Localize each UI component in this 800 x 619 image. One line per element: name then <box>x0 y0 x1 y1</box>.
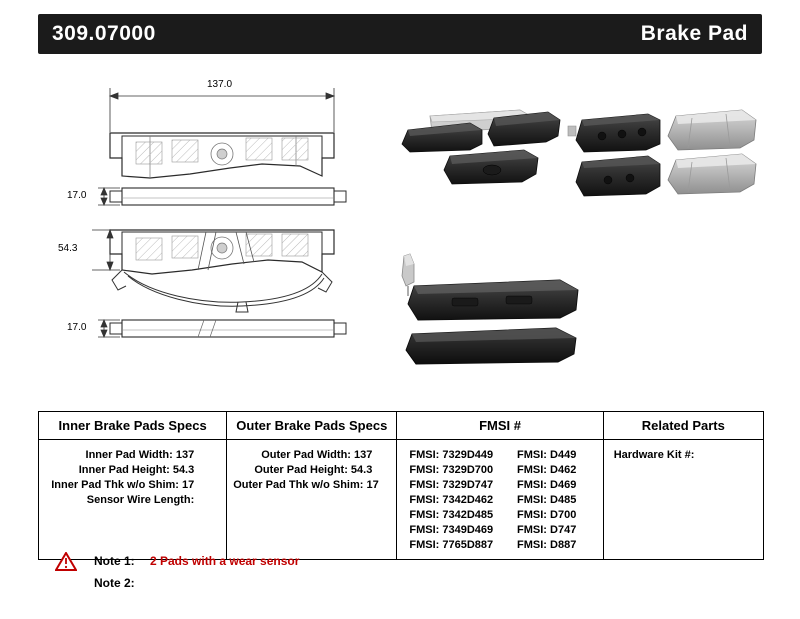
note-1-text: 2 Pads with a wear sensor <box>150 554 300 568</box>
fmsi-list-left <box>409 448 503 553</box>
hardware-kit-number: Hardware Kit #: <box>613 449 695 461</box>
column-header-inner-specs: Inner Brake Pads Specs <box>39 412 227 439</box>
fmsi-item: FMSI: 7342D485 <box>409 509 494 521</box>
note-row-1 <box>50 552 550 574</box>
outer-pad-width: Outer Pad Width: 137 <box>261 449 373 461</box>
pad-thickness-top-dimension-label: 17.0 <box>67 190 87 201</box>
pad-photo-with-sensor <box>402 254 578 364</box>
column-header-fmsi: FMSI # <box>397 412 603 439</box>
fmsi-item: FMSI: D485 <box>517 494 577 506</box>
brake-pad-drawings <box>0 58 800 398</box>
note-1-label: Note 1: <box>94 554 135 568</box>
fmsi-item: FMSI: 7349D469 <box>409 524 494 536</box>
fmsi-item: FMSI: 7342D462 <box>409 494 494 506</box>
sensor-wire-length: Sensor Wire Length: <box>86 494 195 506</box>
fmsi-item: FMSI: D887 <box>517 539 577 551</box>
fmsi-cell <box>397 440 603 559</box>
fmsi-item: FMSI: 7765D887 <box>409 539 494 551</box>
outer-pad-height: Outer Pad Height: 54.3 <box>254 464 373 476</box>
fmsi-item: FMSI: D747 <box>517 524 577 536</box>
pad-photo-group-left <box>402 110 560 184</box>
column-header-related-parts: Related Parts <box>641 418 725 433</box>
pad-top-view-outline <box>110 133 334 178</box>
pad-thickness-bottom-dimension-label: 17.0 <box>67 322 87 333</box>
pad-width-dimension-label: 137.0 <box>207 79 233 90</box>
related-parts-cell <box>604 440 763 559</box>
table-body-row <box>39 440 763 559</box>
fmsi-list-right <box>503 448 597 553</box>
table-header-row <box>39 412 763 440</box>
fmsi-item: FMSI: D469 <box>517 479 577 491</box>
pad-side-view-bottom <box>110 320 346 337</box>
outer-specs-cell <box>227 440 397 559</box>
notes-section <box>50 552 550 596</box>
specifications-table <box>38 411 764 560</box>
technical-drawing-area <box>0 58 800 398</box>
fmsi-item: FMSI: D449 <box>517 449 577 461</box>
part-number: 309.07000 <box>52 22 156 45</box>
pad-side-view-top <box>110 188 346 205</box>
width-dimension-line <box>110 88 334 132</box>
note-row-2 <box>50 574 550 596</box>
title-bar <box>38 14 762 54</box>
warning-icon <box>55 552 77 571</box>
pad-front-view-outline <box>110 230 334 274</box>
inner-pad-width: Inner Pad Width: 137 <box>85 449 195 461</box>
inner-specs-cell <box>39 440 227 559</box>
fmsi-item: FMSI: 7329D700 <box>409 464 494 476</box>
outer-pad-thickness: Outer Pad Thk w/o Shim: 17 <box>233 479 379 491</box>
pad-photo-group-right <box>568 110 756 196</box>
fmsi-item: FMSI: D462 <box>517 464 577 476</box>
pad-height-dimension-label: 54.3 <box>58 243 78 254</box>
column-header-outer-specs: Outer Brake Pads Specs <box>227 412 397 439</box>
product-type: Brake Pad <box>640 22 748 45</box>
inner-pad-thickness: Inner Pad Thk w/o Shim: 17 <box>51 479 195 491</box>
fmsi-item: FMSI: 7329D747 <box>409 479 494 491</box>
pad-spring-clip <box>112 270 332 312</box>
fmsi-item: FMSI: 7329D449 <box>409 449 494 461</box>
note-2-label: Note 2: <box>94 576 135 590</box>
inner-pad-height: Inner Pad Height: 54.3 <box>78 464 195 476</box>
fmsi-item: FMSI: D700 <box>517 509 577 521</box>
height-dimension-line <box>92 230 120 270</box>
